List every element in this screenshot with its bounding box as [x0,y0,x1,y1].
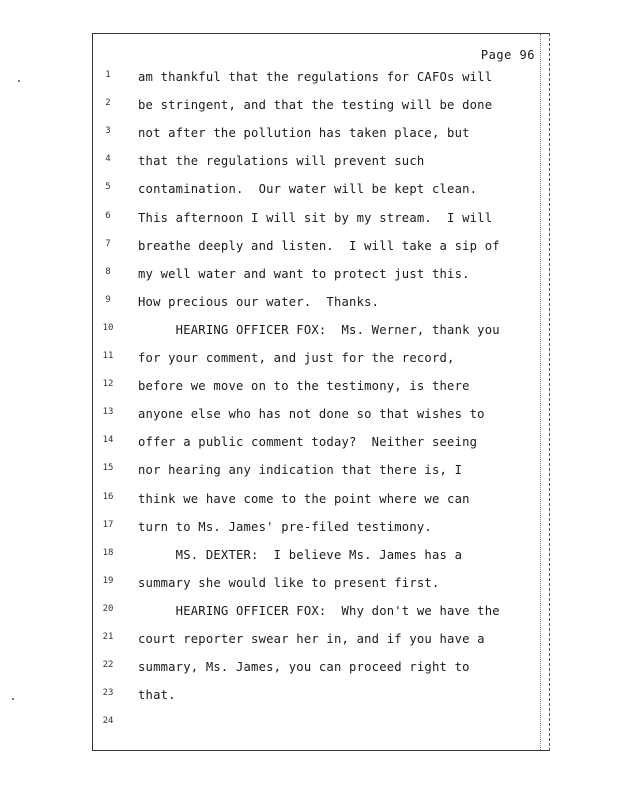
transcript-line [93,660,543,680]
line-number: 1 [105,70,111,80]
line-number: 16 [102,491,114,502]
line-number: 19 [102,575,114,586]
transcript-line [93,295,543,315]
scan-speck [12,698,14,700]
line-number: 3 [105,126,111,137]
transcript-line [93,351,543,371]
transcript-line [93,716,543,736]
line-text: contamination. Our water will be kept clean. [138,182,478,197]
line-number: 14 [102,435,114,446]
line-text: How precious our water. Thanks. [138,294,380,309]
line-number: 13 [102,407,114,418]
line-text: before we move on to the testimony, is there [138,379,470,394]
line-number: 12 [102,379,114,390]
line-text: nor hearing any indication that there is, I [138,463,463,478]
line-number: 22 [102,660,114,671]
transcript-line [93,98,543,118]
transcript-line [93,126,543,146]
transcript-line [93,70,543,90]
line-number: 11 [102,351,114,361]
line-number: 5 [105,182,111,193]
transcript-line [93,211,543,231]
transcript-line [93,548,543,568]
page-number: Page 96 [480,48,535,62]
line-text: my well water and want to protect just this. [138,266,470,281]
transcript-page [92,33,550,751]
transcript-line [93,632,543,652]
line-text: think we have come to the point where we can [138,491,470,506]
transcript-line [93,576,543,596]
transcript-line [93,239,543,259]
line-text: MS. DEXTER: I believe Ms. James has a [138,547,463,562]
line-text: that the regulations will prevent such [138,154,425,169]
line-text: for your comment, and just for the record, [138,351,455,365]
line-number: 10 [102,322,114,333]
line-text: not after the pollution has taken place, but [138,126,470,141]
line-number: 2 [105,98,111,109]
transcript-line [93,604,543,624]
line-text: court reporter swear her in, and if you have a [138,632,485,646]
line-text: summary she would like to present first. [138,575,440,590]
line-text: anyone else who has not done so that wishes to [138,407,485,422]
transcript-line [93,267,543,287]
line-number: 6 [105,210,111,221]
transcript-line [93,688,543,708]
transcript-line [93,182,543,202]
scan-speck [18,80,20,82]
line-text: be stringent, and that the testing will be done [138,98,493,113]
transcript-line [93,407,543,427]
line-text: This afternoon I will sit by my stream. I will [138,210,493,225]
line-number: 18 [102,547,114,558]
transcript-line [93,154,543,174]
line-number: 17 [102,519,114,530]
transcript-line [93,323,543,343]
transcript-line [93,435,543,455]
line-text: breathe deeply and listen. I will take a sip of [138,238,500,253]
line-text: that. [138,688,176,703]
transcript-line [93,520,543,540]
transcript-line [93,492,543,512]
line-number: 9 [105,294,111,305]
line-number: 24 [102,716,114,727]
line-number: 4 [105,154,111,165]
line-text: am thankful that the regulations for CAFOs will [138,70,493,84]
line-number: 8 [105,266,111,277]
transcript-line [93,463,543,483]
line-number: 23 [102,688,114,699]
line-number: 15 [102,463,114,474]
line-text: offer a public comment today? Neither seeing [138,435,478,450]
line-text: turn to Ms. James' pre-filed testimony. [138,519,432,534]
line-text: HEARING OFFICER FOX: Why don't we have the [138,603,500,618]
line-text: summary, Ms. James, you can proceed right to [138,660,470,675]
line-text: HEARING OFFICER FOX: Ms. Werner, thank you [138,322,500,337]
line-number: 7 [105,238,111,249]
transcript-line [93,379,543,399]
line-number: 20 [102,603,114,614]
line-number: 21 [102,632,114,642]
